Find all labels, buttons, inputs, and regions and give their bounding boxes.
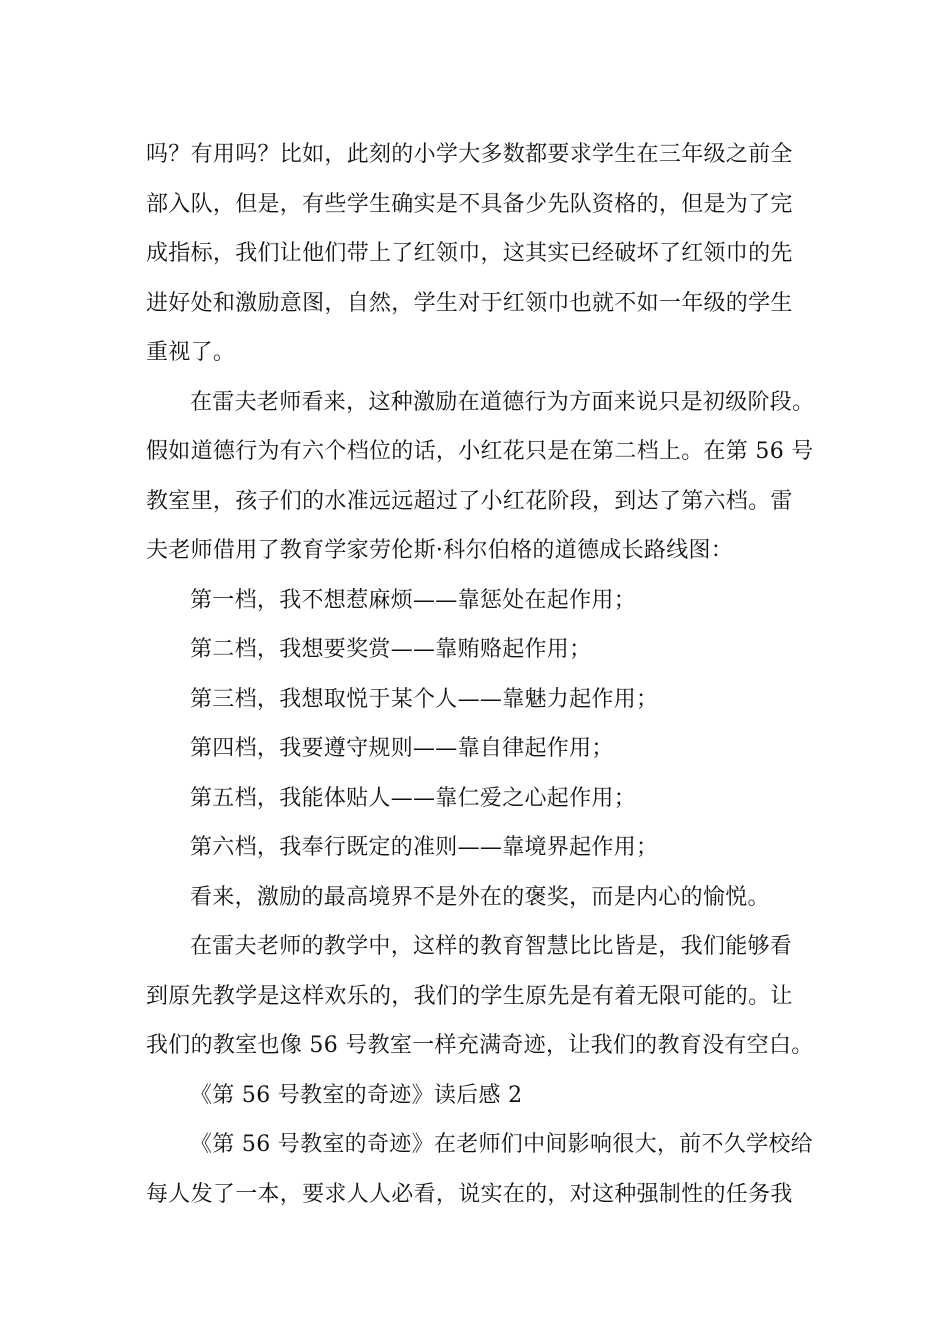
text-line: 每人发了一本，要求人人必看，说实在的，对这种强制性的任务我: [146, 1181, 793, 1207]
text-line: 看来，激励的最高境界不是外在的褒奖，而是内心的愉悦。: [190, 884, 770, 910]
text-line: 第五档，我能体贴人——靠仁爱之心起作用；: [190, 785, 637, 811]
paragraph: [146, 774, 826, 824]
text-line: 第六档，我奉行既定的准则——靠境界起作用；: [190, 835, 659, 860]
text-line: 部入队，但是，有些学生确实是不具备少先队资格的，但是为了完: [146, 191, 793, 217]
paragraph: [146, 576, 826, 626]
text-line: 在雷夫老师看来，这种激励在道德行为方面来说只是初级阶段。: [190, 389, 815, 415]
paragraph: [146, 823, 826, 873]
paragraph: [146, 724, 826, 774]
paragraph: [146, 675, 826, 725]
section-heading: [146, 1071, 826, 1121]
text-line: 夫老师借用了教育学家劳伦斯·科尔伯格的道德成长路线图：: [146, 538, 734, 563]
text-line: 进好处和激励意图，自然，学生对于红领巾也就不如一年级的学生: [146, 290, 793, 316]
text-line: 吗？有用吗？比如，此刻的小学大多数都要求学生在三年级之前全: [146, 142, 793, 167]
paragraph: [146, 922, 826, 1071]
paragraph: [146, 378, 826, 576]
text-line: 第二档，我想要奖赏——靠贿赂起作用；: [190, 637, 592, 662]
text-line: 第三档，我想取悦于某个人——靠魅力起作用；: [190, 686, 659, 712]
text-line: 《第 56 号教室的奇迹》读后感 2: [190, 1082, 523, 1108]
paragraph: [146, 130, 826, 378]
text-line: 第一档，我不想惹麻烦——靠惩处在起作用；: [190, 587, 637, 613]
text-line: 第四档，我要遵守规则——靠自律起作用；: [190, 736, 614, 761]
text-line: 到原先教学是这样欢乐的，我们的学生原先是有着无限可能的。让: [146, 983, 793, 1009]
paragraph: [146, 1120, 826, 1219]
paragraph: [146, 873, 826, 923]
text-line: 假如道德行为有六个档位的话，小红花只是在第二档上。在第 56 号: [146, 439, 814, 464]
paragraph: [146, 625, 826, 675]
text-line: 《第 56 号教室的奇迹》在老师们中间影响很大，前不久学校给: [190, 1132, 813, 1157]
text-line: 在雷夫老师的教学中，这样的教育智慧比比皆是，我们能够看: [190, 934, 793, 959]
text-line: 重视了。: [146, 340, 236, 365]
text-line: 我们的教室也像 56 号教室一样充满奇迹，让我们的教育没有空白。: [146, 1033, 814, 1058]
text-line: 成指标，我们让他们带上了红领巾，这其实已经破坏了红领巾的先: [146, 241, 793, 266]
document-body: [146, 130, 826, 1219]
text-line: 教室里，孩子们的水准远远超过了小红花阶段，到达了第六档。雷: [146, 488, 793, 514]
